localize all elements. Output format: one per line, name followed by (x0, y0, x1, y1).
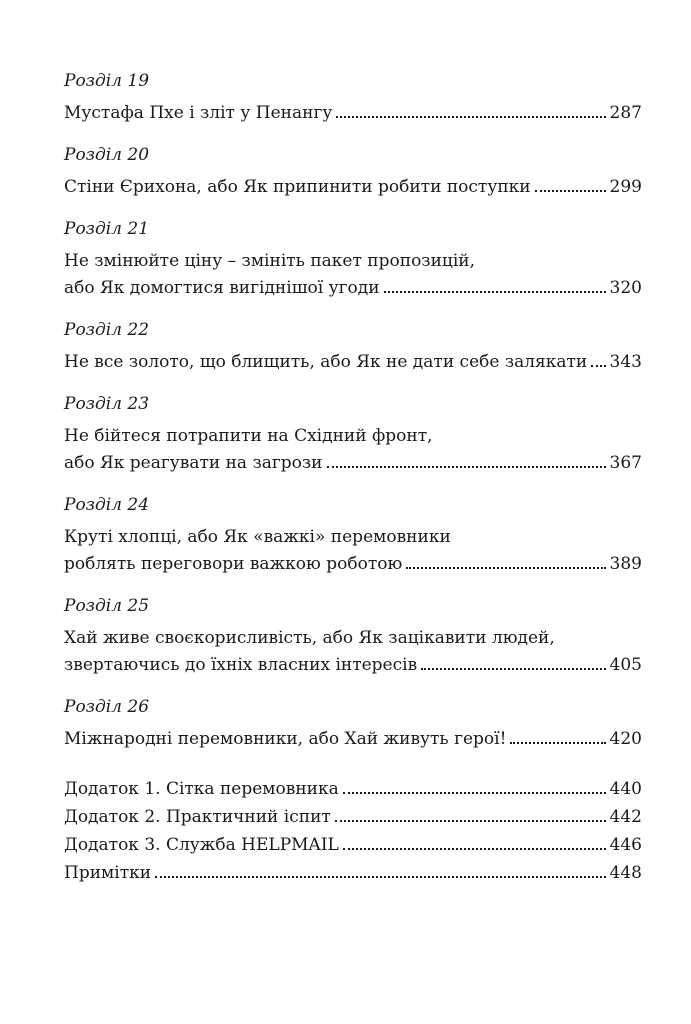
appendix-title: Додаток 3. Служба HELPMAIL (64, 835, 339, 855)
toc-entry-line (64, 248, 642, 275)
chapter-title: Не змінюйте ціну – змініть пакет пропозицій, (64, 251, 476, 271)
toc-chapter (64, 218, 642, 302)
toc-entry-line (64, 349, 642, 376)
toc-entry-line (64, 625, 642, 652)
chapter-label: Розділ 21 (64, 219, 150, 239)
chapter-label: Розділ 19 (64, 71, 150, 91)
dot-leader (335, 819, 606, 822)
chapter-label: Розділ 25 (64, 596, 150, 616)
chapter-label: Розділ 24 (64, 495, 150, 515)
dot-leader (406, 566, 605, 569)
page-number: 446 (609, 835, 642, 855)
page-number: 440 (609, 779, 642, 799)
page-number: 287 (609, 103, 642, 123)
toc-chapter (64, 494, 642, 578)
toc-entry-line (64, 275, 642, 302)
toc-chapter (64, 70, 642, 127)
dot-leader (421, 667, 605, 670)
chapter-label: Розділ 20 (64, 145, 150, 165)
appendix-title: Додаток 1. Сітка перемовника (64, 779, 339, 799)
dot-leader (327, 465, 606, 468)
page-number: 320 (609, 278, 642, 298)
toc-chapter (64, 144, 642, 201)
chapter-title: звертаючись до їхніх власних інтересів (64, 655, 418, 675)
chapter-title: Не все золото, що блищить, або Як не дати себе залякати (64, 352, 588, 372)
toc-entry-line (64, 524, 642, 551)
toc-chapter (64, 393, 642, 477)
toc-entry-line (64, 726, 642, 753)
appendix-list (64, 775, 642, 887)
dot-leader (535, 189, 606, 192)
chapter-label: Розділ 23 (64, 394, 150, 414)
toc-entry-line (64, 551, 642, 578)
toc-chapter (64, 696, 642, 753)
page-number: 343 (609, 352, 642, 372)
page-number: 420 (609, 729, 642, 749)
toc-entry-line (64, 174, 642, 201)
toc-chapter (64, 319, 642, 376)
chapter-title: або Як домогтися вигіднішої угоди (64, 278, 380, 298)
appendix-entry (64, 775, 642, 803)
page-number: 367 (609, 453, 642, 473)
page-number: 448 (609, 863, 642, 883)
appendix-entry (64, 859, 642, 887)
toc-chapter (64, 595, 642, 679)
appendix-entry (64, 831, 642, 859)
chapter-title: Стіни Єрихона, або Як припинити робити поступки (64, 177, 531, 197)
table-of-contents (64, 70, 642, 887)
dot-leader (510, 741, 605, 744)
dot-leader (336, 115, 605, 118)
chapter-list (64, 70, 642, 753)
dot-leader (155, 875, 605, 878)
chapter-title: або Як реагувати на загрози (64, 453, 323, 473)
appendix-title: Додаток 2. Практичний іспит (64, 807, 331, 827)
page-number: 442 (609, 807, 642, 827)
dot-leader (591, 364, 605, 367)
toc-entry-line (64, 652, 642, 679)
chapter-label: Розділ 26 (64, 697, 150, 717)
chapter-title: Круті хлопці, або Як «важкі» перемовники (64, 527, 451, 547)
appendix-entry (64, 803, 642, 831)
dot-leader (343, 791, 606, 794)
toc-entry-line (64, 100, 642, 127)
page-number: 299 (609, 177, 642, 197)
chapter-title: Не бійтеся потрапити на Східний фронт, (64, 426, 433, 446)
page-number: 389 (609, 554, 642, 574)
chapter-title: Міжнародні перемовники, або Хай живуть герої! (64, 729, 507, 749)
chapter-title: Хай живе своєкорисливість, або Як зацікавити людей, (64, 628, 555, 648)
toc-entry-line (64, 450, 642, 477)
chapter-title: роблять переговори важкою роботою (64, 554, 403, 574)
toc-entry-line (64, 423, 642, 450)
chapter-title: Мустафа Пхе і зліт у Пенангу (64, 103, 333, 123)
appendix-title: Примітки (64, 863, 152, 883)
dot-leader (343, 847, 606, 850)
page-number: 405 (609, 655, 642, 675)
dot-leader (384, 290, 606, 293)
chapter-label: Розділ 22 (64, 320, 150, 340)
